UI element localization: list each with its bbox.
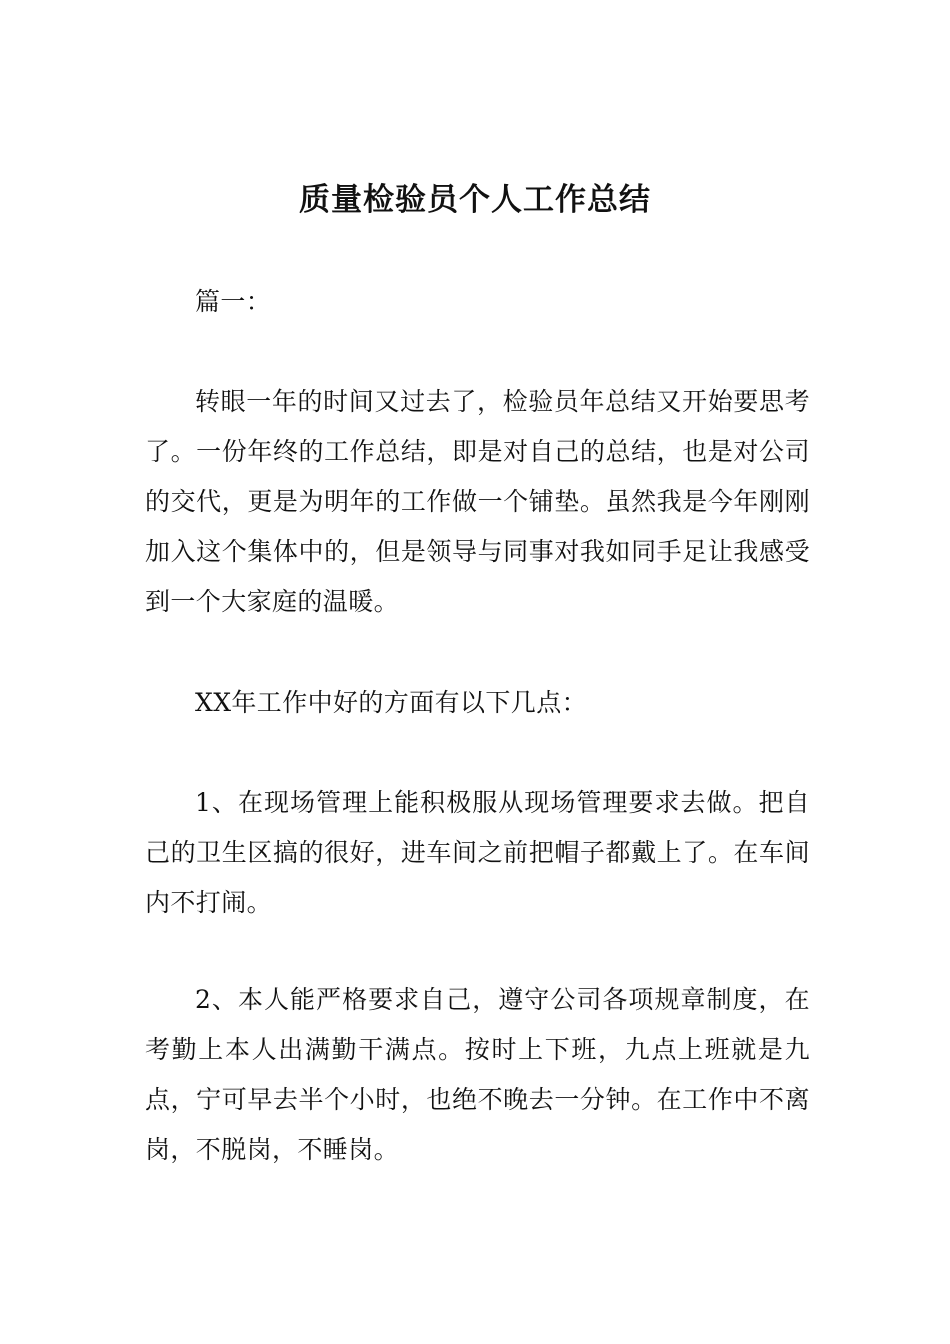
paragraph-intro: 转眼一年的时间又过去了，检验员年总结又开始要思考了。一份年终的工作总结，即是对自己的总结，也是对公司的交代，更是为明年的工作做一个铺垫。虽然我是今年刚刚加入这个集体中的，但是领导与同事对我如同手足让我感受到一个大家庭的温暖。 bbox=[145, 387, 810, 616]
paragraph-item-2: 2、本人能严格要求自己，遵守公司各项规章制度，在考勤上本人出满勤干满点。按时上下班，九点上班就是九点，宁可早去半个小时，也绝不晚去一分钟。在工作中不离岗，不脱岗，不睡岗。 bbox=[145, 985, 810, 1164]
paragraph-good-points-lead: XX年工作中好的方面有以下几点： bbox=[195, 688, 587, 717]
document-title: 质量检验员个人工作总结 bbox=[299, 182, 651, 218]
section-heading: 篇一： bbox=[195, 287, 272, 316]
paragraph-item-1: 1、在现场管理上能积极服从现场管理要求去做。把自己的卫生区搞的很好，进车间之前把帽子都戴上了。在车间内不打闹。 bbox=[145, 788, 810, 917]
